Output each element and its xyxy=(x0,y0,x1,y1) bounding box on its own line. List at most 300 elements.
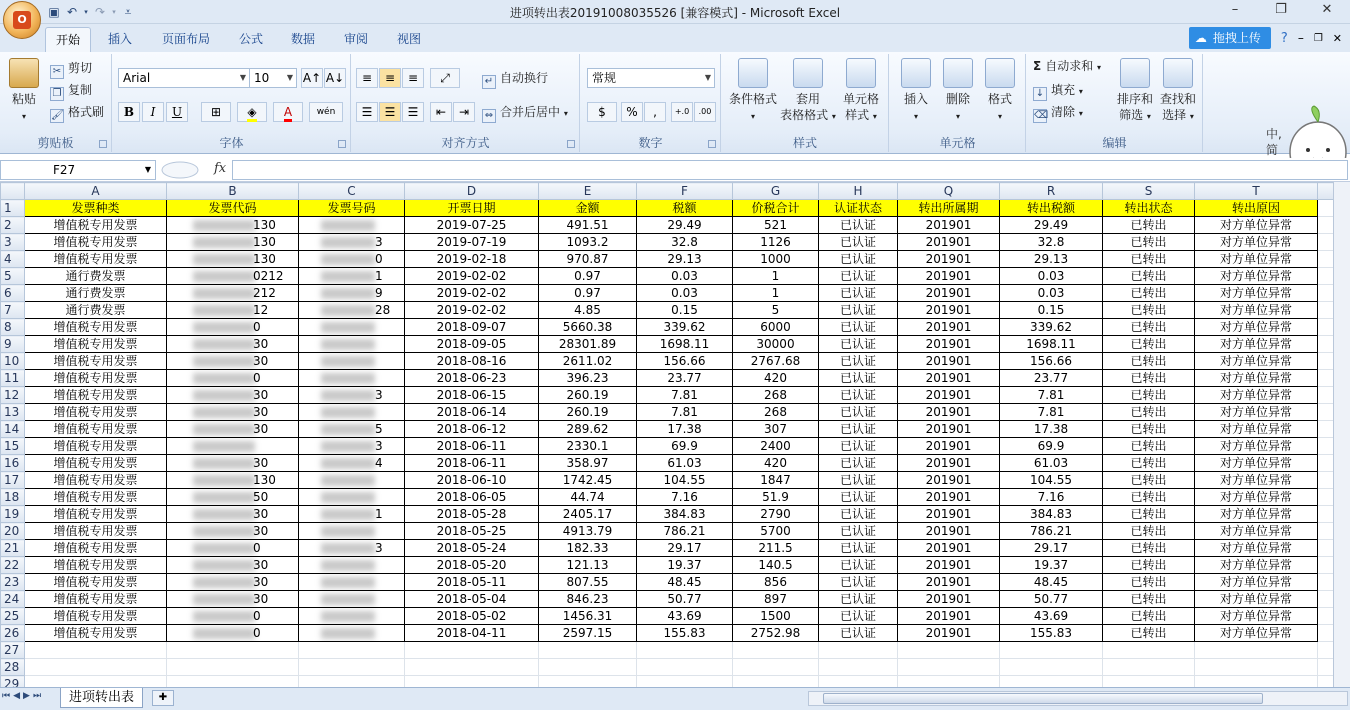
data-cell[interactable]: 156.66 xyxy=(1000,353,1103,370)
data-cell[interactable]: 50.77 xyxy=(1000,591,1103,608)
data-cell[interactable]: 已认证 xyxy=(819,472,898,489)
font-color-button[interactable] xyxy=(273,102,303,122)
data-cell[interactable]: 增值税专用发票 xyxy=(25,523,167,540)
data-cell[interactable]: 对方单位异常 xyxy=(1195,387,1318,404)
data-cell[interactable]: 260.19 xyxy=(539,387,637,404)
row-header[interactable]: 15 xyxy=(1,438,25,455)
data-cell[interactable] xyxy=(167,489,299,506)
data-cell[interactable]: 1093.2 xyxy=(539,234,637,251)
header-cell[interactable]: 转出税额 xyxy=(1000,200,1103,217)
column-header[interactable]: Q xyxy=(898,183,1000,200)
ribbon-restore-icon[interactable]: ❐ xyxy=(1313,32,1323,44)
close-button[interactable]: ✕ xyxy=(1321,2,1333,17)
empty-cell[interactable] xyxy=(25,676,167,688)
data-cell[interactable]: 201901 xyxy=(898,472,1000,489)
empty-cell[interactable] xyxy=(1103,642,1195,659)
data-cell[interactable]: 增值税专用发票 xyxy=(25,438,167,455)
data-cell[interactable]: 0.03 xyxy=(637,285,733,302)
data-cell[interactable]: 0.15 xyxy=(637,302,733,319)
header-cell[interactable]: 发票号码 xyxy=(299,200,405,217)
data-cell[interactable]: 对方单位异常 xyxy=(1195,455,1318,472)
data-cell[interactable] xyxy=(167,268,299,285)
data-cell[interactable]: 对方单位异常 xyxy=(1195,574,1318,591)
data-cell[interactable]: 2400 xyxy=(733,438,819,455)
empty-cell[interactable] xyxy=(1318,217,1335,234)
data-cell[interactable]: 2405.17 xyxy=(539,506,637,523)
data-cell[interactable]: 2790 xyxy=(733,506,819,523)
row-header[interactable]: 17 xyxy=(1,472,25,489)
data-cell[interactable]: 201901 xyxy=(898,353,1000,370)
align-left-icon[interactable]: ☰ xyxy=(356,102,378,122)
data-cell[interactable]: 2752.98 xyxy=(733,625,819,642)
data-cell[interactable]: 已转出 xyxy=(1103,353,1195,370)
data-cell[interactable]: 2019-02-02 xyxy=(405,302,539,319)
empty-cell[interactable] xyxy=(1318,319,1335,336)
row-header[interactable]: 26 xyxy=(1,625,25,642)
row-header[interactable]: 7 xyxy=(1,302,25,319)
italic-button[interactable]: I xyxy=(142,102,164,122)
data-cell[interactable]: 已转出 xyxy=(1103,506,1195,523)
column-header[interactable]: C xyxy=(299,183,405,200)
data-cell[interactable]: 155.83 xyxy=(637,625,733,642)
column-header[interactable]: G xyxy=(733,183,819,200)
row-header[interactable]: 21 xyxy=(1,540,25,557)
data-cell[interactable]: 1 xyxy=(733,268,819,285)
wrap-text-button[interactable] xyxy=(482,70,548,89)
data-cell[interactable]: 已认证 xyxy=(819,387,898,404)
data-cell[interactable]: 17.38 xyxy=(637,421,733,438)
row-header[interactable]: 13 xyxy=(1,404,25,421)
data-cell[interactable]: 7.16 xyxy=(637,489,733,506)
data-cell[interactable]: 增值税专用发票 xyxy=(25,421,167,438)
empty-cell[interactable] xyxy=(1000,676,1103,688)
data-cell[interactable]: 32.8 xyxy=(637,234,733,251)
empty-cell[interactable] xyxy=(1318,574,1335,591)
data-cell[interactable] xyxy=(167,217,299,234)
data-cell[interactable]: 1 xyxy=(733,285,819,302)
data-cell[interactable]: 已转出 xyxy=(1103,608,1195,625)
data-cell[interactable]: 30000 xyxy=(733,336,819,353)
data-cell[interactable]: 420 xyxy=(733,455,819,472)
row-header[interactable]: 2 xyxy=(1,217,25,234)
data-cell[interactable]: 已转出 xyxy=(1103,319,1195,336)
data-cell[interactable]: 对方单位异常 xyxy=(1195,625,1318,642)
empty-cell[interactable] xyxy=(733,642,819,659)
data-cell[interactable]: 对方单位异常 xyxy=(1195,217,1318,234)
data-cell[interactable]: 已转出 xyxy=(1103,336,1195,353)
row-header[interactable]: 12 xyxy=(1,387,25,404)
data-cell[interactable]: 对方单位异常 xyxy=(1195,336,1318,353)
row-header[interactable]: 4 xyxy=(1,251,25,268)
data-cell[interactable]: 19.37 xyxy=(637,557,733,574)
data-cell[interactable]: 384.83 xyxy=(637,506,733,523)
data-cell[interactable]: 358.97 xyxy=(539,455,637,472)
column-header[interactable]: E xyxy=(539,183,637,200)
empty-cell[interactable] xyxy=(637,676,733,688)
data-cell[interactable]: 已转出 xyxy=(1103,523,1195,540)
empty-cell[interactable] xyxy=(1318,421,1335,438)
column-header[interactable]: A xyxy=(25,183,167,200)
data-cell[interactable]: 已转出 xyxy=(1103,489,1195,506)
data-cell[interactable] xyxy=(167,387,299,404)
data-cell[interactable] xyxy=(167,370,299,387)
data-cell[interactable]: 1698.11 xyxy=(1000,336,1103,353)
empty-cell[interactable] xyxy=(1318,523,1335,540)
data-cell[interactable]: 增值税专用发票 xyxy=(25,489,167,506)
clear-button[interactable]: ⌫ 清除 ▾ xyxy=(1034,105,1083,121)
data-cell[interactable]: 2018-06-15 xyxy=(405,387,539,404)
data-cell[interactable] xyxy=(299,608,405,625)
tab-page-layout[interactable]: 页面布局 xyxy=(162,32,211,46)
data-cell[interactable]: 6000 xyxy=(733,319,819,336)
data-cell[interactable]: 2018-05-20 xyxy=(405,557,539,574)
help-icon[interactable]: ? xyxy=(1280,30,1288,46)
paste-button[interactable]: 粘贴 ▾ xyxy=(4,58,44,125)
column-header[interactable]: D xyxy=(405,183,539,200)
orientation-icon[interactable]: ⤢ xyxy=(430,68,460,88)
data-cell[interactable] xyxy=(299,268,405,285)
data-cell[interactable]: 19.37 xyxy=(1000,557,1103,574)
data-cell[interactable]: 已转出 xyxy=(1103,302,1195,319)
data-cell[interactable] xyxy=(299,387,405,404)
header-cell[interactable]: 税额 xyxy=(637,200,733,217)
data-cell[interactable]: 增值税专用发票 xyxy=(25,217,167,234)
data-cell[interactable]: 4913.79 xyxy=(539,523,637,540)
data-cell[interactable] xyxy=(167,523,299,540)
data-cell[interactable]: 268 xyxy=(733,387,819,404)
name-box[interactable] xyxy=(0,160,156,180)
data-cell[interactable] xyxy=(167,574,299,591)
upload-button[interactable] xyxy=(1189,27,1271,49)
data-cell[interactable]: 201901 xyxy=(898,523,1000,540)
data-cell[interactable]: 已认证 xyxy=(819,370,898,387)
empty-cell[interactable] xyxy=(1195,676,1318,688)
empty-cell[interactable] xyxy=(637,659,733,676)
data-cell[interactable]: 201901 xyxy=(898,251,1000,268)
data-cell[interactable]: 对方单位异常 xyxy=(1195,370,1318,387)
data-cell[interactable] xyxy=(299,302,405,319)
data-cell[interactable]: 对方单位异常 xyxy=(1195,540,1318,557)
row-header[interactable]: 18 xyxy=(1,489,25,506)
data-cell[interactable] xyxy=(299,540,405,557)
data-cell[interactable]: 2018-08-16 xyxy=(405,353,539,370)
data-cell[interactable]: 201901 xyxy=(898,319,1000,336)
data-cell[interactable]: 2018-06-14 xyxy=(405,404,539,421)
empty-cell[interactable] xyxy=(1318,676,1335,688)
first-sheet-icon[interactable]: ⏮ xyxy=(2,691,11,701)
data-cell[interactable]: 7.81 xyxy=(1000,404,1103,421)
formula-input[interactable] xyxy=(232,160,1348,180)
data-cell[interactable] xyxy=(299,319,405,336)
data-cell[interactable]: 0.03 xyxy=(637,268,733,285)
data-cell[interactable]: 增值税专用发票 xyxy=(25,574,167,591)
data-cell[interactable] xyxy=(167,251,299,268)
data-cell[interactable] xyxy=(299,404,405,421)
data-cell[interactable]: 786.21 xyxy=(1000,523,1103,540)
data-cell[interactable]: 5660.38 xyxy=(539,319,637,336)
data-cell[interactable]: 对方单位异常 xyxy=(1195,489,1318,506)
font-launcher-icon[interactable] xyxy=(338,140,346,148)
empty-cell[interactable] xyxy=(1318,387,1335,404)
data-cell[interactable]: 1456.31 xyxy=(539,608,637,625)
data-cell[interactable]: 已认证 xyxy=(819,285,898,302)
data-cell[interactable]: 增值税专用发票 xyxy=(25,540,167,557)
save-icon[interactable]: ▣ xyxy=(48,5,60,19)
data-cell[interactable]: 0.97 xyxy=(539,268,637,285)
data-cell[interactable]: 43.69 xyxy=(1000,608,1103,625)
empty-cell[interactable] xyxy=(1318,472,1335,489)
align-top-icon[interactable]: ≡ xyxy=(356,68,378,88)
data-cell[interactable]: 7.81 xyxy=(637,387,733,404)
fill-button[interactable]: ↓ 填充 ▾ xyxy=(1033,82,1083,101)
empty-cell[interactable] xyxy=(1318,268,1335,285)
data-cell[interactable]: 2019-07-25 xyxy=(405,217,539,234)
data-cell[interactable]: 51.9 xyxy=(733,489,819,506)
data-cell[interactable]: 48.45 xyxy=(637,574,733,591)
data-cell[interactable]: 201901 xyxy=(898,268,1000,285)
data-cell[interactable] xyxy=(299,336,405,353)
row-header[interactable]: 24 xyxy=(1,591,25,608)
data-cell[interactable]: 201901 xyxy=(898,625,1000,642)
empty-cell[interactable] xyxy=(299,659,405,676)
insert-cells-button[interactable]: 插入 ▾ xyxy=(896,58,936,125)
restore-button[interactable]: ❐ xyxy=(1275,2,1287,17)
data-cell[interactable]: 已认证 xyxy=(819,489,898,506)
data-cell[interactable] xyxy=(299,370,405,387)
data-cell[interactable]: 通行费发票 xyxy=(25,268,167,285)
data-cell[interactable]: 通行费发票 xyxy=(25,285,167,302)
data-cell[interactable]: 增值税专用发票 xyxy=(25,557,167,574)
undo-dropdown-icon[interactable]: ▾ xyxy=(84,8,88,16)
data-cell[interactable]: 201901 xyxy=(898,489,1000,506)
tab-formulas[interactable]: 公式 xyxy=(239,32,264,46)
data-cell[interactable]: 182.33 xyxy=(539,540,637,557)
comma-button[interactable]: , xyxy=(644,102,666,122)
data-cell[interactable]: 2019-02-02 xyxy=(405,285,539,302)
header-cell[interactable]: 金额 xyxy=(539,200,637,217)
ribbon-close-icon[interactable]: ✕ xyxy=(1332,31,1342,45)
data-cell[interactable]: 29.49 xyxy=(1000,217,1103,234)
data-cell[interactable]: 5 xyxy=(733,302,819,319)
insert-function-button[interactable]: fx xyxy=(214,161,227,176)
empty-cell[interactable] xyxy=(25,642,167,659)
data-cell[interactable]: 17.38 xyxy=(1000,421,1103,438)
data-cell[interactable]: 已认证 xyxy=(819,608,898,625)
empty-cell[interactable] xyxy=(1103,676,1195,688)
cell-styles-button[interactable]: 单元格 样式 ▾ xyxy=(836,58,886,125)
cut-button[interactable] xyxy=(50,60,92,79)
data-cell[interactable]: 48.45 xyxy=(1000,574,1103,591)
empty-cell[interactable] xyxy=(819,659,898,676)
empty-cell[interactable] xyxy=(898,676,1000,688)
row-header[interactable]: 23 xyxy=(1,574,25,591)
sort-filter-button[interactable]: 排序和 筛选 ▾ xyxy=(1115,58,1155,125)
empty-cell[interactable] xyxy=(167,659,299,676)
data-cell[interactable] xyxy=(299,506,405,523)
data-cell[interactable]: 对方单位异常 xyxy=(1195,302,1318,319)
empty-cell[interactable] xyxy=(1318,336,1335,353)
data-cell[interactable]: 已认证 xyxy=(819,455,898,472)
row-header[interactable]: 8 xyxy=(1,319,25,336)
merge-center-button[interactable]: ⇔ 合并后居中 ▾ xyxy=(482,104,568,123)
format-cells-button[interactable]: 格式 ▾ xyxy=(980,58,1020,125)
data-cell[interactable]: 0.03 xyxy=(1000,285,1103,302)
data-cell[interactable]: 已转出 xyxy=(1103,591,1195,608)
autosum-button[interactable]: Σ 自动求和 ▾ xyxy=(1033,59,1102,73)
data-cell[interactable]: 1126 xyxy=(733,234,819,251)
data-cell[interactable]: 已转出 xyxy=(1103,387,1195,404)
data-cell[interactable]: 32.8 xyxy=(1000,234,1103,251)
empty-cell[interactable] xyxy=(539,659,637,676)
format-as-table-button[interactable]: 套用 表格格式 ▾ xyxy=(780,58,836,125)
row-header[interactable]: 6 xyxy=(1,285,25,302)
data-cell[interactable]: 已认证 xyxy=(819,217,898,234)
header-cell[interactable]: 发票种类 xyxy=(25,200,167,217)
empty-cell[interactable] xyxy=(1318,455,1335,472)
undo-icon[interactable]: ↶ xyxy=(66,5,78,19)
data-cell[interactable]: 201901 xyxy=(898,404,1000,421)
data-cell[interactable] xyxy=(167,336,299,353)
data-cell[interactable]: 已转出 xyxy=(1103,421,1195,438)
data-cell[interactable]: 已认证 xyxy=(819,625,898,642)
data-cell[interactable]: 已转出 xyxy=(1103,574,1195,591)
data-cell[interactable]: 已认证 xyxy=(819,319,898,336)
data-cell[interactable]: 43.69 xyxy=(637,608,733,625)
data-cell[interactable]: 50.77 xyxy=(637,591,733,608)
empty-cell[interactable] xyxy=(299,642,405,659)
data-cell[interactable]: 增值税专用发票 xyxy=(25,591,167,608)
data-cell[interactable]: 对方单位异常 xyxy=(1195,523,1318,540)
empty-cell[interactable] xyxy=(1318,200,1335,217)
data-cell[interactable] xyxy=(299,421,405,438)
row-header[interactable]: 22 xyxy=(1,557,25,574)
data-cell[interactable] xyxy=(167,540,299,557)
data-cell[interactable]: 786.21 xyxy=(637,523,733,540)
empty-cell[interactable] xyxy=(819,642,898,659)
data-cell[interactable]: 增值税专用发票 xyxy=(25,336,167,353)
data-cell[interactable]: 已认证 xyxy=(819,438,898,455)
empty-cell[interactable] xyxy=(405,642,539,659)
data-cell[interactable]: 对方单位异常 xyxy=(1195,506,1318,523)
tab-home[interactable]: 开始 xyxy=(45,27,91,52)
data-cell[interactable]: 已认证 xyxy=(819,336,898,353)
shrink-font-button[interactable]: A↓ xyxy=(324,68,346,88)
insert-sheet-icon[interactable]: ✚ xyxy=(152,690,174,706)
empty-cell[interactable] xyxy=(1318,302,1335,319)
column-header[interactable]: H xyxy=(819,183,898,200)
data-cell[interactable]: 201901 xyxy=(898,234,1000,251)
empty-cell[interactable] xyxy=(1318,540,1335,557)
data-cell[interactable]: 已转出 xyxy=(1103,455,1195,472)
row-header[interactable]: 10 xyxy=(1,353,25,370)
data-cell[interactable]: 1500 xyxy=(733,608,819,625)
data-cell[interactable]: 已认证 xyxy=(819,251,898,268)
empty-cell[interactable] xyxy=(1318,659,1335,676)
data-cell[interactable]: 对方单位异常 xyxy=(1195,557,1318,574)
data-cell[interactable]: 2018-06-10 xyxy=(405,472,539,489)
data-cell[interactable]: 对方单位异常 xyxy=(1195,591,1318,608)
empty-cell[interactable] xyxy=(539,642,637,659)
select-all-corner[interactable] xyxy=(1,183,25,200)
data-cell[interactable]: 846.23 xyxy=(539,591,637,608)
tab-insert[interactable]: 插入 xyxy=(108,32,133,46)
empty-cell[interactable] xyxy=(733,659,819,676)
data-cell[interactable]: 已转出 xyxy=(1103,438,1195,455)
tab-view[interactable]: 视图 xyxy=(397,32,422,46)
data-cell[interactable]: 29.13 xyxy=(1000,251,1103,268)
data-cell[interactable] xyxy=(167,625,299,642)
data-cell[interactable]: 5700 xyxy=(733,523,819,540)
increase-indent-icon[interactable]: ⇥ xyxy=(453,102,475,122)
data-cell[interactable] xyxy=(167,455,299,472)
data-cell[interactable] xyxy=(299,285,405,302)
data-cell[interactable]: 对方单位异常 xyxy=(1195,421,1318,438)
data-cell[interactable] xyxy=(299,234,405,251)
font-size-combo[interactable] xyxy=(249,68,297,88)
data-cell[interactable]: 2018-05-04 xyxy=(405,591,539,608)
data-cell[interactable]: 260.19 xyxy=(539,404,637,421)
data-cell[interactable]: 增值税专用发票 xyxy=(25,234,167,251)
number-format-combo[interactable] xyxy=(587,68,715,88)
data-cell[interactable] xyxy=(299,217,405,234)
data-cell[interactable] xyxy=(167,404,299,421)
data-cell[interactable] xyxy=(167,302,299,319)
minimize-button[interactable]: – xyxy=(1231,2,1239,17)
find-select-button[interactable]: 查找和 选择 ▾ xyxy=(1157,58,1199,125)
percent-button[interactable]: % xyxy=(621,102,643,122)
data-cell[interactable]: 201901 xyxy=(898,574,1000,591)
data-cell[interactable]: 2019-07-19 xyxy=(405,234,539,251)
format-painter-button[interactable] xyxy=(50,104,104,123)
empty-cell[interactable] xyxy=(1000,659,1103,676)
data-cell[interactable] xyxy=(167,472,299,489)
data-cell[interactable]: 已认证 xyxy=(819,353,898,370)
data-cell[interactable]: 28301.89 xyxy=(539,336,637,353)
data-cell[interactable] xyxy=(299,251,405,268)
data-cell[interactable]: 2018-05-11 xyxy=(405,574,539,591)
customize-icon[interactable]: ⩡ xyxy=(124,5,132,19)
last-sheet-icon[interactable]: ⏭ xyxy=(32,691,42,701)
data-cell[interactable]: 807.55 xyxy=(539,574,637,591)
data-cell[interactable]: 增值税专用发票 xyxy=(25,472,167,489)
data-cell[interactable]: 201901 xyxy=(898,421,1000,438)
empty-cell[interactable] xyxy=(299,676,405,688)
row-header[interactable]: 16 xyxy=(1,455,25,472)
data-cell[interactable]: 201901 xyxy=(898,608,1000,625)
data-cell[interactable]: 2018-05-28 xyxy=(405,506,539,523)
empty-cell[interactable] xyxy=(1318,591,1335,608)
row-header[interactable]: 27 xyxy=(1,642,25,659)
data-cell[interactable] xyxy=(167,421,299,438)
data-cell[interactable]: 2018-05-25 xyxy=(405,523,539,540)
data-cell[interactable]: 155.83 xyxy=(1000,625,1103,642)
data-cell[interactable]: 增值税专用发票 xyxy=(25,506,167,523)
data-cell[interactable]: 2597.15 xyxy=(539,625,637,642)
data-cell[interactable]: 对方单位异常 xyxy=(1195,404,1318,421)
data-cell[interactable] xyxy=(299,438,405,455)
data-cell[interactable]: 2019-02-18 xyxy=(405,251,539,268)
column-header[interactable]: F xyxy=(637,183,733,200)
column-header[interactable]: T xyxy=(1195,183,1318,200)
data-cell[interactable]: 29.49 xyxy=(637,217,733,234)
data-cell[interactable]: 2019-02-02 xyxy=(405,268,539,285)
data-cell[interactable]: 增值税专用发票 xyxy=(25,353,167,370)
data-cell[interactable]: 29.17 xyxy=(1000,540,1103,557)
column-header[interactable]: B xyxy=(167,183,299,200)
data-cell[interactable]: 396.23 xyxy=(539,370,637,387)
data-cell[interactable]: 201901 xyxy=(898,302,1000,319)
data-cell[interactable]: 已转出 xyxy=(1103,217,1195,234)
